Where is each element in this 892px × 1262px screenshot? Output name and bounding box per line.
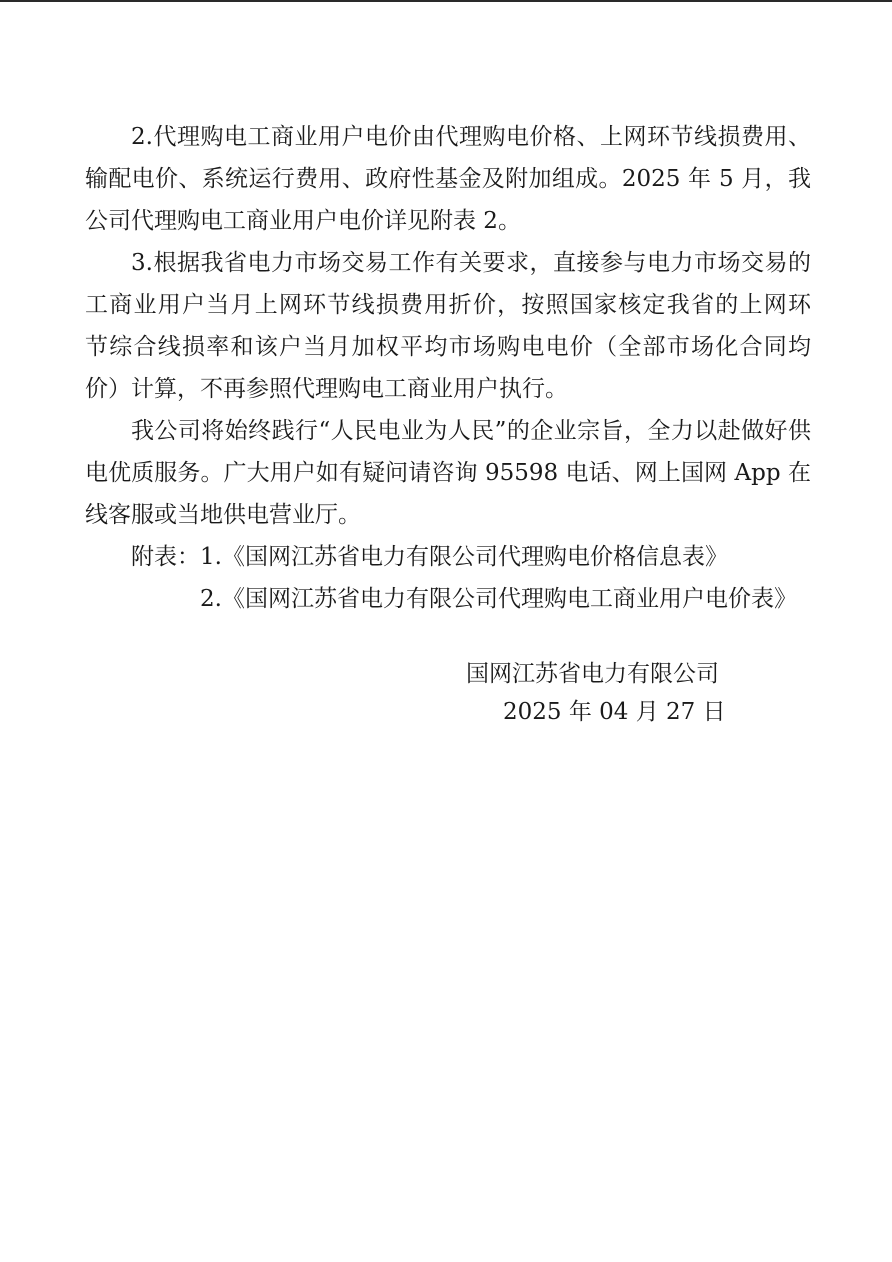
signature-date: 2025 年 04 月 27 日: [503, 699, 726, 725]
paragraph-line: 电优质服务。广大用户如有疑问请咨询 95598 电话、网上国网 App 在: [85, 460, 811, 486]
attachments-list: [85, 536, 811, 620]
paragraph-line: 节综合线损率和该户当月加权平均市场购电电价（全部市场化合同均: [85, 334, 811, 360]
paragraph-line: 3.根据我省电力市场交易工作有关要求，直接参与电力市场交易的: [131, 250, 811, 276]
page-top-border: [0, 0, 892, 2]
paragraph-line: 公司代理购电工商业用户电价详见附表 2。: [85, 208, 521, 234]
paragraph-service-statement: [85, 410, 811, 536]
attachments-label: 附表：: [131, 544, 200, 570]
signature-organization: 国网江苏省电力有限公司: [466, 661, 719, 687]
attachment-item-2: 2.《国网江苏省电力有限公司代理购电工商业用户电价表》: [200, 586, 797, 612]
attachment-row-1: [85, 536, 811, 578]
attachment-row-2: [85, 578, 811, 620]
paragraph-line: 2.代理购电工商业用户电价由代理购电价格、上网环节线损费用、: [131, 124, 811, 150]
paragraph-line: 输配电价、系统运行费用、政府性基金及附加组成。2025 年 5 月，我: [85, 166, 811, 192]
signature-block: [466, 655, 726, 731]
paragraph-line: 工商业用户当月上网环节线损费用折价，按照国家核定我省的上网环: [85, 292, 811, 318]
document-body: [85, 116, 811, 620]
paragraph-item-2: [85, 116, 811, 242]
paragraph-item-3: [85, 242, 811, 410]
paragraph-line: 线客服或当地供电营业厅。: [85, 502, 361, 528]
paragraph-line: 我公司将始终践行“人民电业为人民”的企业宗旨，全力以赴做好供: [131, 418, 811, 444]
paragraph-line: 价）计算，不再参照代理购电工商业用户执行。: [85, 376, 568, 402]
attachment-item-1: 1.《国网江苏省电力有限公司代理购电价格信息表》: [200, 544, 728, 570]
